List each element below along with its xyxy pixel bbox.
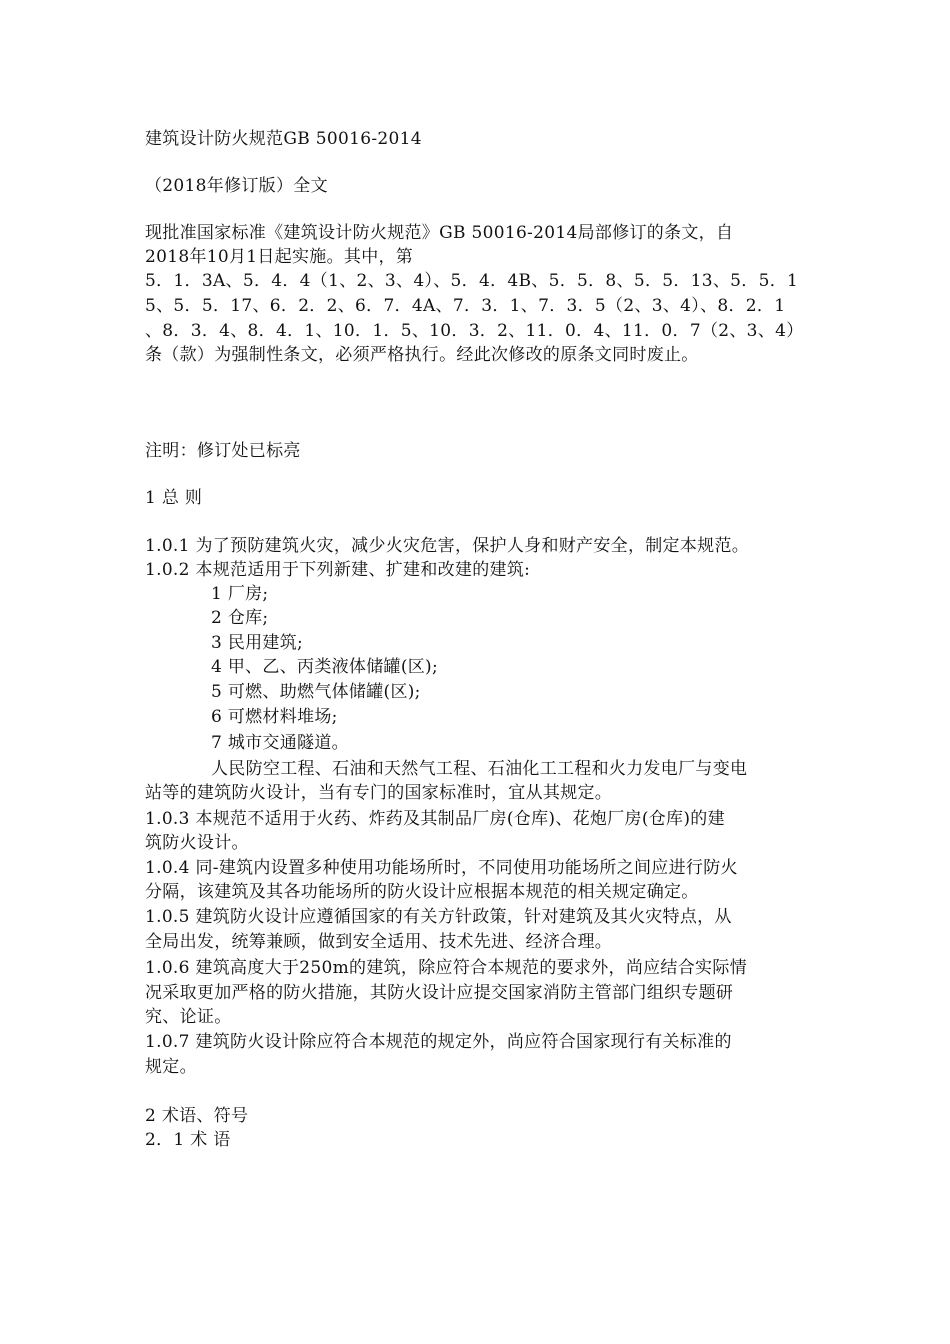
list-item: 5 可燃、助燃气体储罐(区);	[211, 682, 421, 702]
clause-line: 规定。	[145, 1057, 197, 1077]
intro-line: 条（款）为强制性条文，必须严格执行。经此次修改的原条文同时废止。	[145, 345, 699, 365]
intro-line: 5、5．5．17、6．2．2、6．7．4A、7．3．1、7．3．5（2、3、4）、8．2．1	[145, 296, 786, 316]
revision-note: 注明：修订处已标亮	[145, 441, 301, 461]
intro-line: 5．1．3A、5．4．4（1、2、3、4）、5．4．4B、5．5．8、5．5．13、5．5．1	[145, 271, 799, 291]
clause-line: 1.0.1 为了预防建筑火灾，减少火灾危害，保护人身和财产安全，制定本规范。	[145, 536, 750, 556]
document-subtitle: （2018年修订版）全文	[145, 176, 328, 196]
list-item: 1 厂房;	[211, 584, 269, 604]
clause-line: 1.0.6 建筑高度大于250m的建筑，除应符合本规范的要求外，尚应结合实际情	[145, 958, 747, 978]
section-heading: 2．1 术 语	[145, 1130, 231, 1150]
list-item: 2 仓库;	[211, 608, 269, 628]
clause-line: 筑防火设计。	[145, 833, 249, 853]
clause-line: 分隔，该建筑及其各功能场所的防火设计应根据本规范的相关规定确定。	[145, 882, 699, 902]
intro-line: 2018年10月1日起实施。其中，第	[145, 247, 414, 267]
clause-line: 1.0.5 建筑防火设计应遵循国家的有关方针政策，针对建筑及其火灾特点，从	[145, 907, 732, 927]
clause-line: 1.0.4 同-建筑内设置多种使用功能场所时，不同使用功能场所之间应进行防火	[145, 858, 738, 878]
list-item: 6 可燃材料堆场;	[211, 707, 338, 727]
clause-line: 究、论证。	[145, 1007, 232, 1027]
list-item: 4 甲、乙、丙类液体储罐(区);	[211, 657, 439, 677]
clause-line: 1.0.2 本规范适用于下列新建、扩建和改建的建筑:	[145, 560, 531, 580]
document-title: 建筑设计防火规范GB 50016-2014	[145, 129, 422, 149]
list-item: 3 民用建筑;	[211, 633, 304, 653]
clause-line: 况采取更加严格的防火措施，其防火设计应提交国家消防主管部门组织专题研	[145, 983, 734, 1003]
chapter-heading: 2 术语、符号	[145, 1106, 249, 1126]
clause-line: 站等的建筑防火设计，当有专门的国家标准时，宜从其规定。	[145, 783, 613, 803]
chapter-heading: 1 总 则	[145, 488, 203, 508]
list-item: 7 城市交通隧道。	[211, 733, 349, 753]
clause-line: 1.0.3 本规范不适用于火药、炸药及其制品厂房(仓库)、花炮厂房(仓库)的建	[145, 809, 725, 829]
intro-line: 、8．3．4、8．4．1、10．1．5、10．3．2、11．0．4、11．0．7（2、3、4）	[145, 321, 804, 341]
intro-line: 现批准国家标准《建筑设计防火规范》GB 50016-2014局部修订的条文，自	[145, 223, 734, 243]
clause-line: 全局出发，统筹兼顾，做到安全适用、技术先进、经济合理。	[145, 932, 613, 952]
paragraph-line: 人民防空工程、石油和天然气工程、石油化工工程和火力发电厂与变电	[211, 759, 748, 779]
clause-line: 1.0.7 建筑防火设计除应符合本规范的规定外，尚应符合国家现行有关标准的	[145, 1032, 732, 1052]
